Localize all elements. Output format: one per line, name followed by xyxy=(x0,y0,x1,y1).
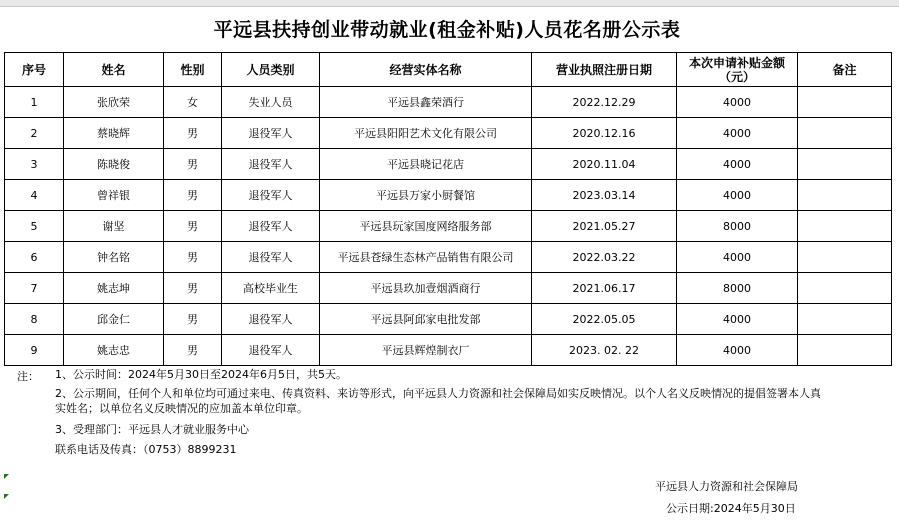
cell-gender: 男 xyxy=(164,180,222,211)
cell-remark xyxy=(798,242,892,273)
cell-name: 谢坚 xyxy=(64,211,164,242)
cell-date: 2020.11.04 xyxy=(532,149,677,180)
cell-entity: 平远县阿邱家电批发部 xyxy=(320,304,532,335)
cell-entity: 平远县晓记花店 xyxy=(320,149,532,180)
cell-category: 退役军人 xyxy=(222,304,320,335)
header-date: 营业执照注册日期 xyxy=(532,53,677,87)
table-row xyxy=(5,87,892,118)
cell-remark xyxy=(798,273,892,304)
cell-category: 失业人员 xyxy=(222,87,320,118)
header-remark: 备注 xyxy=(798,53,892,87)
header-amount: 本次申请补贴金额（元） xyxy=(677,53,798,87)
cell-entity: 平远县玩家国度网络服务部 xyxy=(320,211,532,242)
cell-date: 2022.05.05 xyxy=(532,304,677,335)
cell-no: 8 xyxy=(5,304,64,335)
cell-gender: 男 xyxy=(164,118,222,149)
table-row xyxy=(5,242,892,273)
cell-gender: 男 xyxy=(164,335,222,366)
table-row xyxy=(5,149,892,180)
cell-amount: 4000 xyxy=(677,118,798,149)
cell-name: 曾祥银 xyxy=(64,180,164,211)
table-row xyxy=(5,118,892,149)
page-title: 平远县扶持创业带动就业(租金补贴)人员花名册公示表 xyxy=(213,19,681,41)
cell-amount: 4000 xyxy=(677,87,798,118)
cell-amount: 8000 xyxy=(677,211,798,242)
cell-entity: 平远县鑫荣酒行 xyxy=(320,87,532,118)
header-category: 人员类别 xyxy=(222,53,320,87)
cell-remark xyxy=(798,335,892,366)
cell-amount: 4000 xyxy=(677,335,798,366)
cell-no: 1 xyxy=(5,87,64,118)
cell-gender: 男 xyxy=(164,242,222,273)
table-header-row xyxy=(5,53,892,87)
cell-category: 退役军人 xyxy=(222,211,320,242)
cell-date: 2023. 02. 22 xyxy=(532,335,677,366)
cell-amount: 4000 xyxy=(677,149,798,180)
table-row xyxy=(5,335,892,366)
cell-date: 2020.12.16 xyxy=(532,118,677,149)
cell-category: 退役军人 xyxy=(222,242,320,273)
cell-name: 蔡晓辉 xyxy=(64,118,164,149)
cell-date: 2021.06.17 xyxy=(532,273,677,304)
cell-category: 退役军人 xyxy=(222,118,320,149)
cell-category: 高校毕业生 xyxy=(222,273,320,304)
cell-name: 张欣荣 xyxy=(64,87,164,118)
cell-remark xyxy=(798,87,892,118)
note-publicity-period: 1、公示时间：2024年5月30日至2024年6月5日，共5天。 xyxy=(55,368,347,381)
header-entity: 经营实体名称 xyxy=(320,53,532,87)
cell-gender: 男 xyxy=(164,304,222,335)
cell-amount: 4000 xyxy=(677,304,798,335)
cell-comment-marker xyxy=(4,474,9,479)
cell-date: 2022.03.22 xyxy=(532,242,677,273)
cell-category: 退役军人 xyxy=(222,335,320,366)
publicity-date: 公示日期:2024年5月30日 xyxy=(666,502,796,515)
cell-remark xyxy=(798,118,892,149)
cell-entity: 平远县辉煌制衣厂 xyxy=(320,335,532,366)
cell-entity: 平远县苍绿生态林产品销售有限公司 xyxy=(320,242,532,273)
cell-date: 2021.05.27 xyxy=(532,211,677,242)
cell-entity: 平远县阳阳艺术文化有限公司 xyxy=(320,118,532,149)
header-no: 序号 xyxy=(5,53,64,87)
note-feedback-line-1: 2、公示期间，任何个人和单位均可通过来电、传真资料、来访等形式，向平远县人力资源和社会保障局如实反映情况。以个人名义反映情况的提倡签署本人真 xyxy=(55,387,821,400)
note-department: 3、受理部门：平远县人才就业服务中心 xyxy=(55,423,249,436)
cell-remark xyxy=(798,180,892,211)
cell-no: 6 xyxy=(5,242,64,273)
cell-gender: 男 xyxy=(164,273,222,304)
table-row xyxy=(5,180,892,211)
cell-amount: 8000 xyxy=(677,273,798,304)
table-row xyxy=(5,273,892,304)
cell-gender: 男 xyxy=(164,211,222,242)
cell-name: 陈晓俊 xyxy=(64,149,164,180)
note-contact: 联系电话及传真：（0753）8899231 xyxy=(55,443,237,456)
cell-no: 7 xyxy=(5,273,64,304)
cell-gender: 女 xyxy=(164,87,222,118)
cell-date: 2023.03.14 xyxy=(532,180,677,211)
cell-name: 姚志忠 xyxy=(64,335,164,366)
cell-remark xyxy=(798,149,892,180)
cell-no: 5 xyxy=(5,211,64,242)
cell-no: 2 xyxy=(5,118,64,149)
cell-comment-marker xyxy=(4,494,9,499)
table-row xyxy=(5,211,892,242)
cell-entity: 平远县玖加壹烟酒商行 xyxy=(320,273,532,304)
header-gender: 性别 xyxy=(164,53,222,87)
cell-no: 4 xyxy=(5,180,64,211)
header-name: 姓名 xyxy=(64,53,164,87)
notes-label: 注： xyxy=(17,370,39,383)
cell-remark xyxy=(798,211,892,242)
cell-amount: 4000 xyxy=(677,180,798,211)
cell-gender: 男 xyxy=(164,149,222,180)
cell-category: 退役军人 xyxy=(222,180,320,211)
cell-amount: 4000 xyxy=(677,242,798,273)
cell-no: 9 xyxy=(5,335,64,366)
cell-name: 钟名铭 xyxy=(64,242,164,273)
cell-no: 3 xyxy=(5,149,64,180)
cell-date: 2022.12.29 xyxy=(532,87,677,118)
cell-category: 退役军人 xyxy=(222,149,320,180)
issuing-organization: 平远县人力资源和社会保障局 xyxy=(655,480,798,493)
table-row xyxy=(5,304,892,335)
cell-entity: 平远县万家小厨餐馆 xyxy=(320,180,532,211)
note-feedback-line-2: 实姓名；以单位名义反映情况的应加盖本单位印章。 xyxy=(55,402,308,415)
cell-name: 邱金仁 xyxy=(64,304,164,335)
roster-table xyxy=(4,52,892,366)
cell-name: 姚志坤 xyxy=(64,273,164,304)
column-header-bar xyxy=(0,0,899,7)
cell-remark xyxy=(798,304,892,335)
